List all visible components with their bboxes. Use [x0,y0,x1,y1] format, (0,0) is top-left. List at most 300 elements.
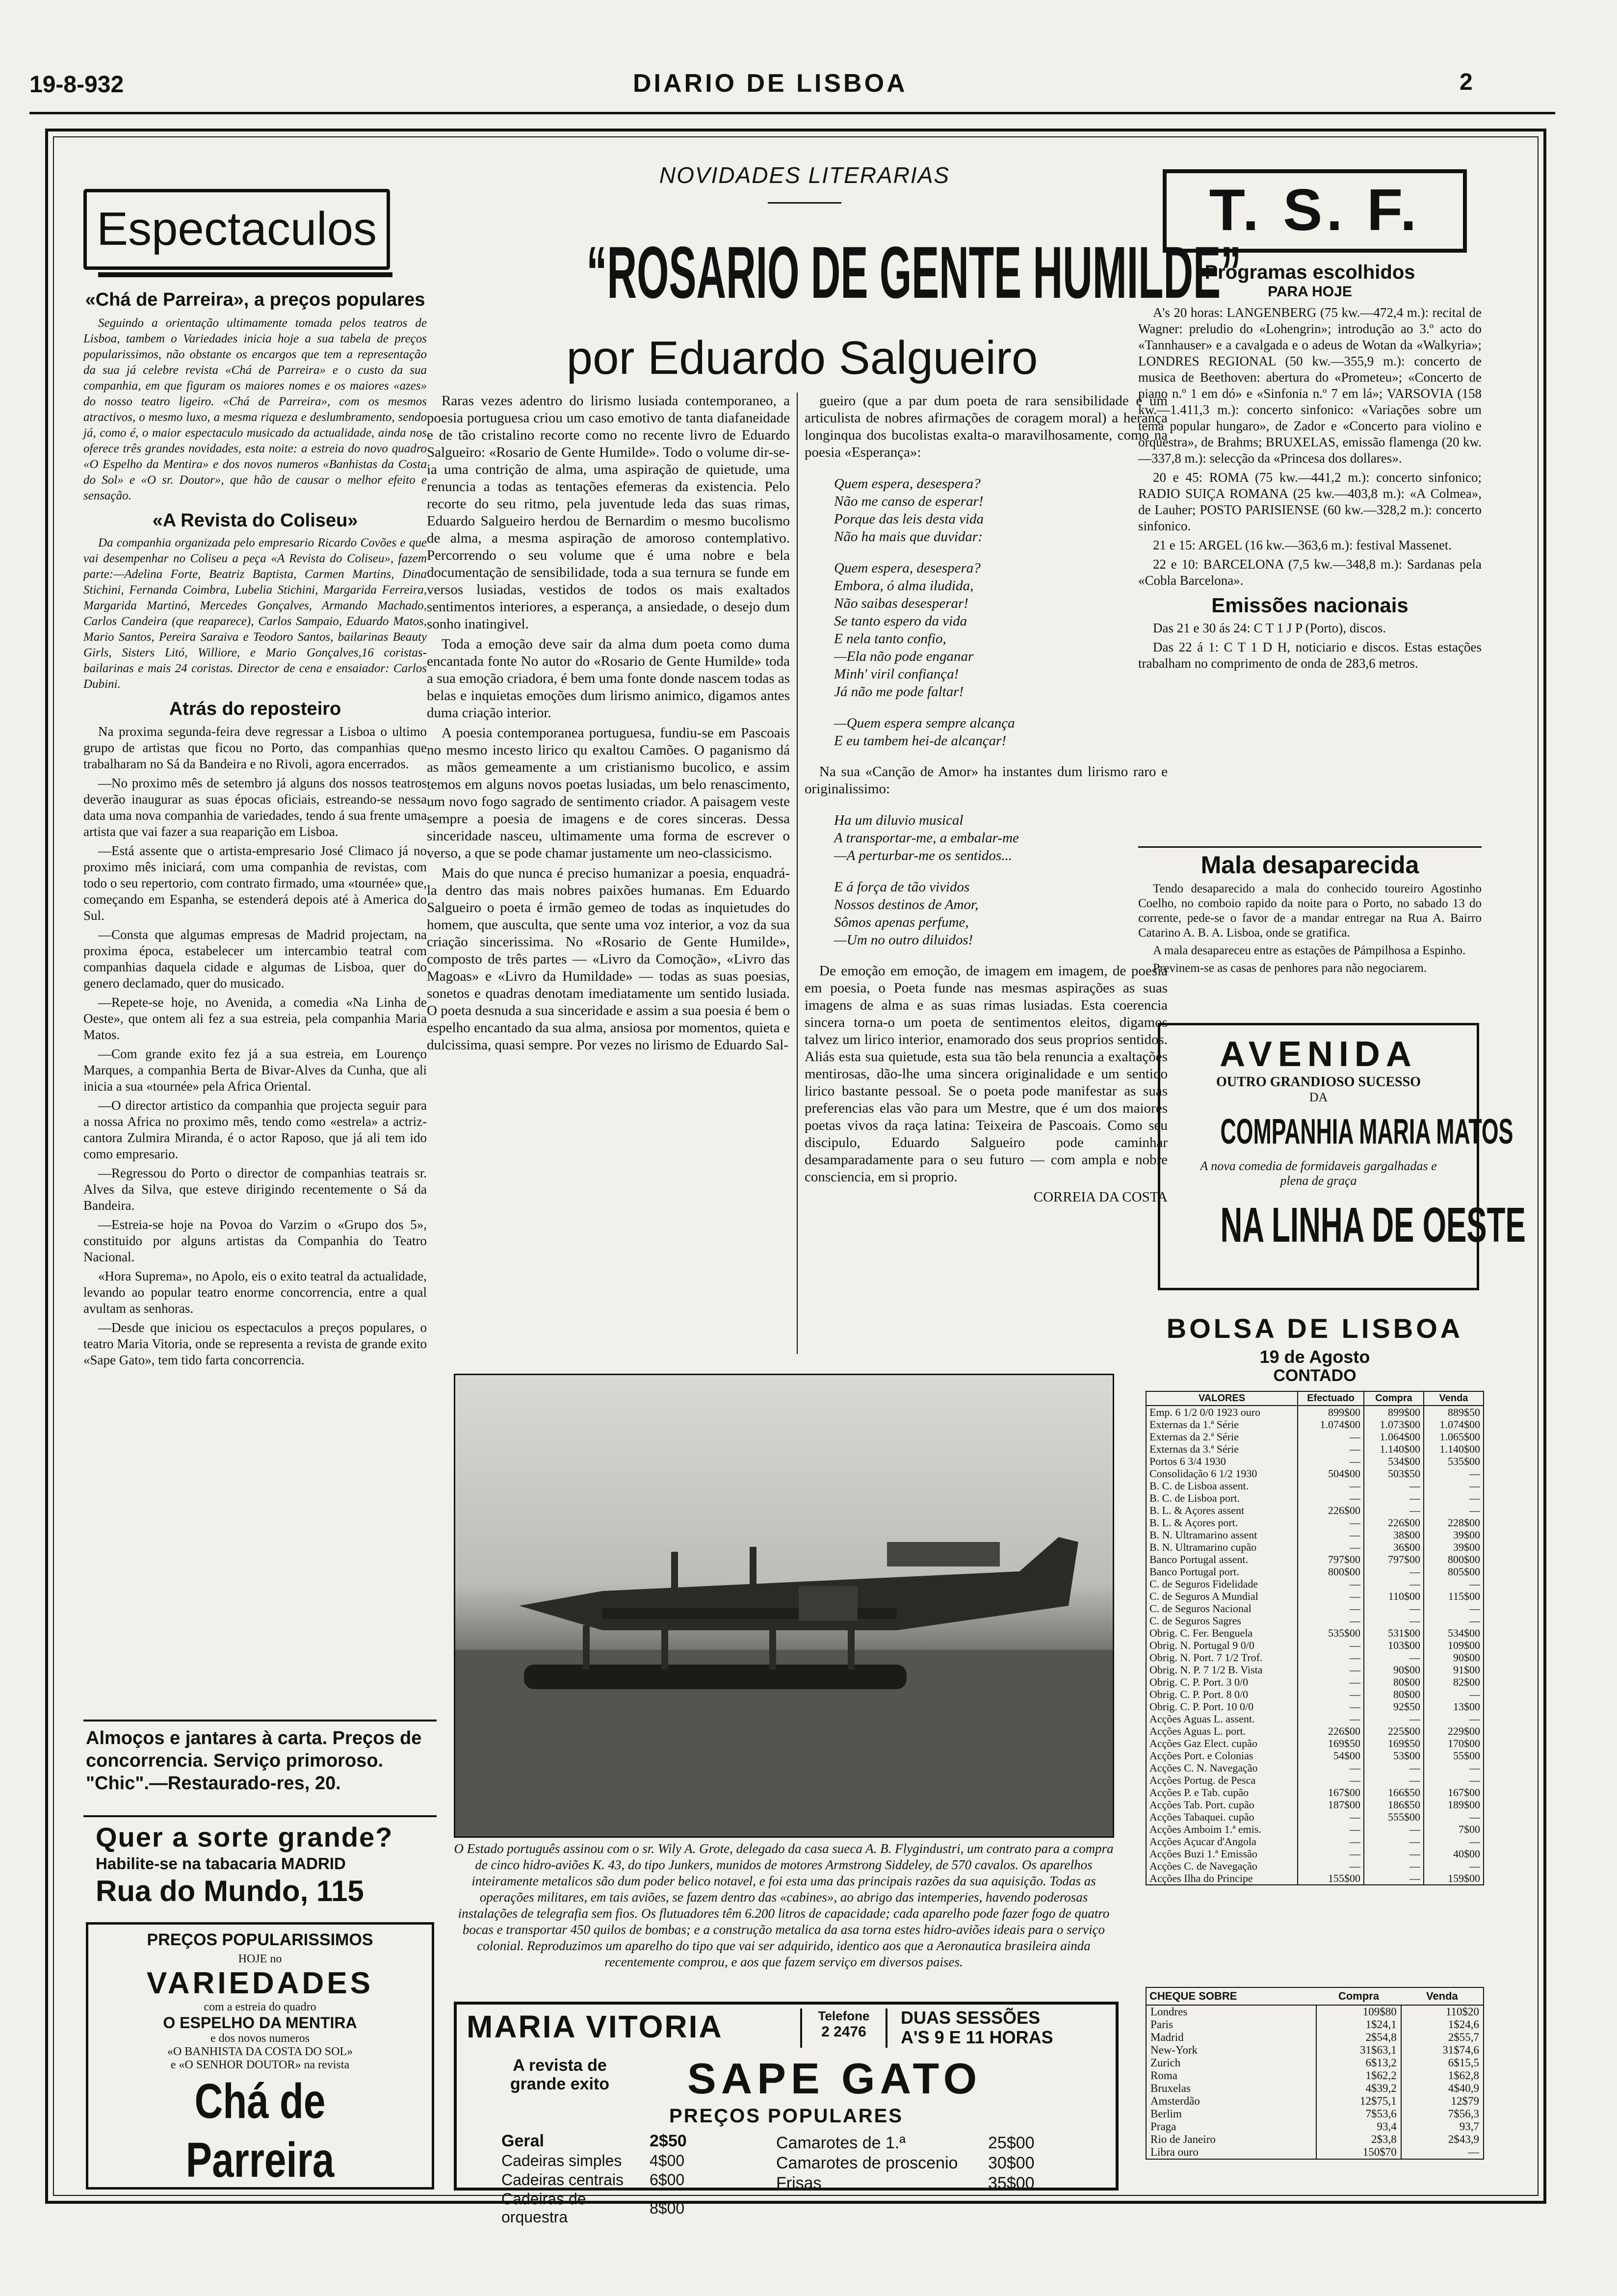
bolsa-cell: 159$00 [1424,1872,1484,1885]
bolsa-cell: 534$00 [1424,1627,1484,1639]
espectaculos-para-3i: —Estreia-se hoje na Povoa do Varzim o «Grupo dos 5», constituido por alguns artistas da Companhia do Teatro Nacional. [83,1217,427,1264]
cheque-cell: Rio de Janeiro [1150,2133,1216,2145]
bolsa-cell: 92$50 [1364,1700,1424,1713]
bolsa-cell: 800$00 [1298,1565,1364,1578]
bolsa-cell: Acções Açucar d'Angola [1149,1835,1256,1848]
cheque-cell: 7$56,3 [1401,2108,1484,2120]
bolsa-cell: Obrig. N. Port. 7 1/2 Trof. [1149,1651,1263,1664]
bolsa-cell: Externas da 3.ª Série [1149,1443,1239,1455]
bolsa-row [1146,1835,1484,1848]
bolsa-cell: Obrig. C. Fer. Benguela [1149,1627,1253,1639]
price-row [501,2190,687,2227]
bolsa-row [1146,1455,1484,1467]
bolsa-cell: — [1364,1835,1424,1848]
poem-line: Não me canso de esperar! [834,494,984,509]
bolsa-cell: 109$00 [1424,1639,1484,1651]
cheque-row [1146,2057,1484,2069]
price-value: 25$00 [988,2134,1035,2152]
bolsa-header: Efectuado [1298,1391,1364,1406]
bolsa-cell: Obrig. C. P. Port. 8 0/0 [1149,1688,1249,1700]
bolsa-cell: B. C. de Lisboa assent. [1149,1480,1249,1492]
bolsa-cell: 535$00 [1298,1627,1364,1639]
bolsa-cell: 91$00 [1424,1664,1484,1676]
cheque-cell: 93,7 [1401,2120,1484,2133]
poem-line: Embora, ó alma iludida, [834,578,974,594]
bolsa-row [1146,1443,1484,1455]
espectaculos-headline-1: «Chá de Parreira», a preços populares [85,289,425,310]
bolsa-cell: B. L. & Açores port. [1149,1516,1238,1529]
bolsa-cell: Acções Aguas L. port. [1149,1725,1246,1737]
bolsa-row [1146,1725,1484,1737]
masthead-rule [29,112,1555,114]
poem-block-2 [834,559,1168,701]
bolsa-cell: Acções Buzi 1.ª Emissão [1149,1848,1257,1860]
bolsa-cell: Banco Portugal assent. [1149,1553,1249,1565]
espectaculos-para-3a: Na proxima segunda-feira deve regressar a Lisboa o ultimo grupo de artistas que ficou no Porto, das companhias que trabalharam no Sá da Bandeira e no Rivoli, agora encerrados. [83,724,427,771]
seaplane-photo [454,1374,1114,1838]
cheque-row [1146,2069,1484,2082]
novidades-title: “ROSARIO DE GENTE HUMILDE” [586,231,1242,313]
bolsa-cell: Acções Gaz Elect. cupão [1149,1737,1257,1749]
cheque-cell: 4$40,9 [1401,2082,1484,2095]
bolsa-cell: — [1298,1688,1364,1700]
bolsa-cell: Obrig. C. P. Port. 10 0/0 [1149,1700,1254,1713]
bolsa-row [1146,1786,1484,1799]
bolsa-cell: 13$00 [1424,1700,1484,1713]
bolsa-cell: — [1424,1835,1484,1848]
bolsa-row [1146,1529,1484,1541]
tsf-subheading: Programas escolhidos [1204,261,1415,283]
bolsa-cell: — [1298,1835,1364,1848]
bolsa-cell: 534$00 [1364,1455,1424,1467]
bolsa-cell: 187$00 [1298,1799,1364,1811]
poem-line: Quem espera, desespera? [834,476,981,492]
sorte-ad-line-2: Habilite-se na tabacaria MADRID [96,1854,346,1873]
bolsa-cell: Banco Portugal port. [1149,1565,1239,1578]
bolsa-row [1146,1848,1484,1860]
bolsa-row [1146,1749,1484,1762]
bolsa-row [1146,1541,1484,1553]
poem-line: —A perturbar-me os sentidos... [834,848,1012,863]
bolsa-cell: — [1364,1823,1424,1835]
novidades-c1-para-1: Raras vezes adentro do lirismo lusiada contemporaneo, a poesia portuguesa criou um caso emotivo de tanta diafaneidade e de tão cristalino recorte como no recente livro de Eduardo Salgueiro: «Rosario de Gente Humilde». Todo o volume dir-se-ia uma contrição de alma, uma aspiração de quietude, uma renuncia a todas as tentações efemeras da existencia. Pelo recorte do seu ritmo, pela juventude leda das suas rimas, Eduardo Salgueiro herdou de Bernardim o mesmo bucolismo de alma, a mesma aspiração de amoroso contemplativo. Percorrendo o seu volume que é uma nobre e bela documentação de sensibilidade, toda a sua ternura se funde em versos lusiadas, vestidos de todos os mais exaltados sentimentos interiores, a esperança, a ansiedade, o desejo dum sonho inatingivel. [427,393,790,632]
bolsa-cell: Acções C. N. Navegação [1149,1762,1258,1774]
espectaculos-heading: Espectaculos [97,203,377,255]
bolsa-cell: Consolidação 6 1/2 1930 [1149,1467,1257,1480]
bolsa-cell: 167$00 [1424,1786,1484,1799]
novidades-kicker: NOVIDADES LITERARIAS [659,162,950,188]
bolsa-cell: 82$00 [1424,1676,1484,1688]
bolsa-cell: — [1298,1455,1364,1467]
cheque-row [1146,2082,1484,2095]
price-row [776,2173,1035,2193]
variedades-line-3: e dos novos numeros [210,2032,310,2045]
bolsa-cell: — [1298,1480,1364,1492]
cheque-cell: New-York [1150,2044,1198,2056]
bolsa-cell: 503$50 [1364,1467,1424,1480]
cheque-cell: Madrid [1150,2031,1184,2043]
variedades-line-4: «O BANHISTA DA COSTA DO SOL» [167,2045,353,2058]
cheque-cell: 6$15,5 [1401,2057,1484,2069]
bolsa-row [1146,1811,1484,1823]
bolsa-cell: 225$00 [1364,1725,1424,1737]
bolsa-cell: 80$00 [1364,1676,1424,1688]
bolsa-cell: — [1364,1480,1424,1492]
bolsa-cell: — [1364,1762,1424,1774]
cheque-row [1146,2108,1484,2120]
bolsa-cell: — [1298,1443,1364,1455]
bolsa-cell: C. de Seguros Fidelidade [1149,1578,1258,1590]
bolsa-row [1146,1688,1484,1700]
bolsa-cell: 110$00 [1364,1590,1424,1602]
price-row [776,2153,1035,2173]
bolsa-contado: CONTADO [1273,1366,1356,1385]
masthead-title: DIARIO DE LISBOA [633,69,908,98]
bolsa-cell: 186$50 [1364,1799,1424,1811]
cheque-cell: Zurich [1150,2057,1181,2069]
bolsa-cell: 39$00 [1424,1529,1484,1541]
bolsa-cell: Externas da 1.ª Série [1149,1418,1239,1431]
variedades-line-2: O ESPELHO DA MENTIRA [163,2014,357,2032]
bolsa-cell: — [1298,1774,1364,1786]
mala-rule [1138,846,1482,848]
bolsa-row [1146,1553,1484,1565]
bolsa-cell: — [1298,1431,1364,1443]
bolsa-cell: C. de Seguros Sagres [1149,1615,1241,1627]
poem-line: E á força de tão vividos [834,879,970,895]
cheque-header: Venda [1401,1987,1484,2005]
bolsa-cell: B. L. & Açores assent [1149,1504,1245,1516]
variedades-ad [86,1922,434,2190]
bolsa-cell: 228$00 [1424,1516,1484,1529]
bolsa-cell: — [1298,1651,1364,1664]
cheque-cell: Libra ouro [1150,2146,1199,2158]
cheque-cell: Londres [1150,2006,1188,2018]
cheque-cell: Berlim [1150,2108,1182,2120]
bolsa-cell: Acções Ilha do Principe [1149,1872,1253,1884]
bolsa-row [1146,1406,1484,1418]
price-value: 4$00 [650,2152,685,2169]
bolsa-cell: — [1298,1602,1364,1615]
espectaculos-para-3k: —Desde que iniciou os espectaculos a preços populares, o teatro Maria Vitoria, onde se representa a revista de grande exito «Sape Gato», tem tido farta concorrencia. [83,1320,427,1367]
sessoes-horas: A'S 9 E 11 HORAS [901,2027,1053,2047]
bolsa-cell: — [1298,1860,1364,1872]
price-label: Camarotes de 1.ª [776,2134,906,2152]
bolsa-cell: — [1364,1578,1424,1590]
novidades-c1-para-3: A poesia contemporanea portuguesa, fundiu-se em Pascoais no mesmo incesto lirico qu exaltou Camões. O paganismo dá as mãos gemeamente a um cristianismo bucolico, e assim temos em alguns novos poetas lusiadas, um belo renascimento, um novo fogo sagrado de sentimento criador. A paisagem veste sempre a poesia de imagens e de cores sinceras. Dessa sinceridade nasceu, ultimamente uma forma de escrever o verso, a que se pode chamar justamente um neo-classicismo. [427,725,790,861]
tsf-para-1: A's 20 horas: LANGENBERG (75 kw.—472,4 m.): recital de Wagner: preludio do «Lohengrin»; introdução ao 3.º acto do «Tannhauser» e a cavalgada e o adeus de Wotan da «Walkyria»; LONDRES REGIONAL (50 kw.—355,9 m.): concerto de musica de Beethoven: abertura do «Prometeu»; «Concerto de piano n.º 1 em dó» e «Sinfonia n.º 7 em lá»; VARSOVIA (158 kw.—1.411,3 m.): concerto sinfonico: «Variações sobre um tema popular hungaro», de Zador e «Concerto para violino e orquestra», de Brahms; BRUXELAS, emissão flamenga (20 kw.—337,8 m.): selecção da «Princesa dos dollares». [1138,305,1482,466]
bolsa-row [1146,1516,1484,1529]
tsf-column [1138,262,1482,675]
bolsa-cell: 38$00 [1364,1529,1424,1541]
bolsa-cell: 1.064$00 [1364,1431,1424,1443]
bolsa-row [1146,1676,1484,1688]
bolsa-cell: 54$00 [1298,1749,1364,1762]
tsf-para-4: 22 e 10: BARCELONA (7,5 kw.—348,8 m.): Sardanas pela «Cobla Barcelona». [1138,557,1482,588]
poem-line: —Quem espera sempre alcança [834,715,1015,731]
bolsa-cell: — [1298,1713,1364,1725]
bolsa-cell: 226$00 [1298,1504,1364,1516]
bolsa-cell: — [1424,1811,1484,1823]
article-signature: CORREIA DA COSTA [1033,1189,1168,1205]
price-label: Cadeiras simples [501,2152,622,2169]
avenida-line-2: DA [1309,1090,1328,1104]
poem-line: Não saibas desesperar! [834,596,968,611]
espectaculos-headline-2: «A Revista do Coliseu» [152,510,358,531]
poem-line: Já não me pode faltar! [834,684,964,700]
bolsa-cell: 39$00 [1424,1541,1484,1553]
price-value: 30$00 [988,2154,1035,2172]
sape-gato-title: SAPE GATO [687,2054,982,2103]
price-value: 35$00 [988,2174,1035,2192]
avenida-name: AVENIDA [1220,1035,1417,1074]
left-ad-rule [83,1720,437,1722]
mala-para-3: Previnem-se as casas de penhores para não negociarem. [1153,962,1427,975]
cheque-header: CHEQUE SOBRE [1146,1987,1316,2005]
cheque-cell: 2$43,9 [1401,2133,1484,2146]
bolsa-row [1146,1664,1484,1676]
novidades-c2-para-1: gueiro (que a par dum poeta de rara sensibilidade é um articulista de nobres afirmações de coragem moral) a herança longinqua dos bucolistas exalta-o maravilhosamente, como na poesia «Esperança»: [805,393,1168,460]
avenida-ad [1158,1023,1526,1290]
bolsa-cell: — [1364,1565,1424,1578]
bolsa-cell: — [1298,1615,1364,1627]
novidades-c2-para-2: Na sua «Canção de Amor» ha instantes dum lirismo raro e originalissimo: [805,764,1168,797]
cheque-cell: 1$24,6 [1401,2018,1484,2031]
bolsa-cell: Acções Port. e Colonias [1149,1749,1253,1762]
bolsa-date: 19 de Agosto [1259,1347,1370,1367]
bolsa-cell: 1.140$00 [1364,1443,1424,1455]
novidades-c1-para-4: Mais do que nunca é preciso humanizar a poesia, enquadrá-la dentro das mais nobres paixões humanas. Em Eduardo Salgueiro o poeta é irmão gemeo de todas as inquietudes do homem, que ausculta, que sente uma voz interior, a voz da sua criação sincerissima. No «Rosario de Gente Humilde», composto de três partes — «Livro da Comoção», «Livro das Magoas» e «Livro da Humildade» — todas as suas poesias, sonetos e quadras denotam imediatamente um sentido lusiada. O poeta desnuda a sua sinceridade e assim a sua poesia é bem o espelho encantado da sua alma, ansiosa por momentos, quieta e dulcissima, quasi sempre. Por vezes no lirismo de Eduardo Sal- [427,865,790,1053]
bolsa-row [1146,1578,1484,1590]
bolsa-cell: 899$00 [1364,1406,1424,1418]
espectaculos-headline-3: Atrás do reposteiro [169,699,341,719]
tsf-para-5: Das 21 e 30 ás 24: C T 1 J P (Porto), discos. [1153,621,1386,635]
bolsa-cell: 1.140$00 [1424,1443,1484,1455]
poem-line: Ha um diluvio musical [834,812,964,828]
left-ad-rule-2 [83,1815,437,1817]
cheque-cell: 110$20 [1401,2005,1484,2018]
avenida-line-3: A nova comedia de formidaveis gargalhadas e plena de graça [1200,1159,1437,1188]
price-label: Cadeiras de orquestra [501,2190,586,2226]
bolsa-cell: — [1424,1467,1484,1480]
bolsa-cell: 167$00 [1298,1786,1364,1799]
price-label: Camarotes de proscenio [776,2154,958,2172]
bolsa-cell: — [1424,1480,1484,1492]
bolsa-row [1146,1823,1484,1835]
price-label: Frisas [776,2174,822,2192]
price-value: 8$00 [650,2199,685,2217]
bolsa-cell: — [1298,1578,1364,1590]
maria-vitoria-name: MARIA VITORIA [467,2009,723,2044]
avenida-company: COMPANHIA MARIA MATOS [1220,1112,1513,1151]
bolsa-cell: — [1424,1615,1484,1627]
poem-line: —Um no outro diluidos! [834,932,973,948]
avenida-line-1: OUTRO GRANDIOSO SUCESSO [1216,1074,1421,1090]
tsf-heading: T. S. F. [1209,177,1421,243]
bolsa-cell: — [1364,1713,1424,1725]
bolsa-cell: 504$00 [1298,1467,1364,1480]
poem-line: Quem espera, desespera? [834,560,981,576]
bolsa-row [1146,1799,1484,1811]
bolsa-cell: Emp. 6 1/2 0/0 1923 ouro [1149,1406,1261,1418]
cheque-row [1146,2005,1484,2018]
bolsa-cell: Acções Tab. Port. cupão [1149,1799,1254,1811]
mala-column [1138,851,1482,979]
cheque-header-row [1146,1987,1484,2005]
poem-line: Não ha mais que duvidar: [834,529,983,545]
cheque-row [1146,2044,1484,2057]
bolsa-header: Compra [1364,1391,1424,1406]
tsf-para-6: Das 22 á 1: C T 1 D H, noticiario e discos. Estas estações trabalham no comprimento de onda de 283,6 metros. [1138,640,1482,671]
variedades-line-5: e «O SENHOR DOUTOR» na revista [170,2059,350,2071]
bolsa-cell: 169$50 [1364,1737,1424,1749]
novidades-byline: por Eduardo Salgueiro [566,332,1038,384]
bolsa-cell: 115$00 [1424,1590,1484,1602]
bolsa-cell: Obrig. C. P. Port. 3 0/0 [1149,1676,1249,1688]
cheque-cell: 93,4 [1316,2120,1401,2133]
kicker-rule [768,202,841,204]
variedades-line-1: com a estreia do quadro [204,2001,316,2013]
bolsa-cell: C. de Seguros Nacional [1149,1602,1252,1615]
espectaculos-para-3h: —Regressou do Porto o director de companhias teatrais sr. Alves da Silva, que esteve dirigindo recentemente o Sá da Bandeira. [83,1166,427,1213]
precos-populares: PREÇOS POPULARES [669,2105,903,2127]
bolsa-cell: 40$00 [1424,1848,1484,1860]
bolsa-cell: B. N. Ultramarino cupão [1149,1541,1257,1553]
cheque-cell: 150$70 [1316,2146,1401,2159]
cheque-cell: 12$79 [1401,2095,1484,2108]
bolsa-cell: Obrig. N. P. 7 1/2 B. Vista [1149,1664,1263,1676]
bolsa-cell: 169$50 [1298,1737,1364,1749]
bolsa-cell: Acções Tabaquei. cupão [1149,1811,1254,1823]
cheque-row [1146,2018,1484,2031]
poem-line: E nela tanto confio, [834,631,946,647]
espectaculos-para-3e: —Repete-se hoje, no Avenida, a comedia «Na Linha de Oeste», que ontem ali fez a sua estreia, pela companhia Maria Matos. [83,995,427,1042]
masthead-date: 19-8-932 [29,72,124,98]
variedades-title: Chá de Parreira [185,2074,335,2188]
almocos-ad: Almoços e jantares à carta. Preços de concorrencia. Serviço primoroso. "Chic".—Restaurado-res, 20. [86,1728,422,1794]
bolsa-cell: Acções P. e Tab. cupão [1149,1786,1249,1799]
espectaculos-banner [83,189,390,270]
cheque-cell: Paris [1150,2018,1173,2031]
bolsa-table [1146,1391,1484,1885]
tsf-para-2: 20 e 45: ROMA (75 kw.—441,2 m.): concerto sinfonico; RADIO SUIÇA ROMANA (25 kw.—403,8 m.): «A Colmea», de Lauher; POSTO PARISIENSE (60 kw.—328,2 m.): concerto sinfonico. [1138,470,1482,533]
poem-block-3 [834,714,1168,750]
bolsa-cell: C. de Seguros A Mundial [1149,1590,1258,1602]
cheque-row [1146,2146,1484,2159]
bolsa-cell: 1.065$00 [1424,1431,1484,1443]
bolsa-cell: 166$50 [1364,1786,1424,1799]
bolsa-cell: — [1364,1504,1424,1516]
bolsa-cell: — [1298,1639,1364,1651]
bolsa-cell: — [1424,1504,1484,1516]
bolsa-cell: — [1298,1848,1364,1860]
avenida-play: NA LINHA DE OESTE [1220,1198,1526,1252]
bolsa-header-row [1146,1391,1484,1406]
cheque-row [1146,2031,1484,2044]
bolsa-cell: — [1298,1529,1364,1541]
bolsa-cell: — [1298,1590,1364,1602]
bolsa-cell: — [1298,1700,1364,1713]
cheque-cell: Roma [1150,2069,1177,2082]
cheque-header: Compra [1316,1987,1401,2005]
espectaculos-banner-shadow [98,272,392,277]
bolsa-cell: — [1298,1541,1364,1553]
cheque-cell: 4$39,2 [1316,2082,1401,2095]
bolsa-row [1146,1872,1484,1885]
photo-caption: O Estado português assinou com o sr. Wily A. Grote, delegado da casa sueca A. B. Flygindustri, um contrato para a compra de cinco hidro-aviões K. 43, do tipo Junkers, munidos de motores Armstrong Siddeley, de 570 cavalos. Os aparelhos inteiramente metalicos são dum poder belico notavel, e foi esta uma das principais razões da sua aquisição. Todas as operações militares, em tais aviões, se fazem dentro das «cabines», ao abrigo das intemperies, havendo poderosas instalações de telegrafia sem fios. Os flutuadores têm 6.200 litros de capacidade; cada aparelho pode fazer fogo de quatro bocas e transportar 450 quilos de bombas; e a construção metalica da asa torna estes hidro-aviões ideais para o serviço colonial. Reproduzimos um aparelho do tipo que vai ser adquirido, identico aos que a Aeronautica brasileira ainda recentemente comprou, e aos que fazem serviço em diversos paises. [454,1841,1114,1969]
novidades-column-1 [427,392,790,1057]
bolsa-cell: — [1364,1848,1424,1860]
bolsa-cell: — [1364,1774,1424,1786]
bolsa-cell: 555$00 [1364,1811,1424,1823]
bolsa-cell: 226$00 [1364,1516,1424,1529]
bolsa-row [1146,1602,1484,1615]
poem-line: E eu tambem hei-de alcançar! [834,733,1007,749]
bolsa-cell: — [1364,1872,1424,1885]
cheque-cell: — [1401,2146,1484,2159]
novidades-column-divider [797,392,798,1354]
price-row [501,2170,687,2190]
bolsa-cell: — [1364,1602,1424,1615]
bolsa-cell: 535$00 [1424,1455,1484,1467]
bolsa-cell: Externas da 2.ª Série [1149,1431,1239,1443]
revista-label: A revista de grande exito [510,2056,610,2093]
bolsa-row [1146,1639,1484,1651]
bolsa-cell: — [1298,1516,1364,1529]
cheque-cell: 2$3,8 [1316,2133,1401,2146]
bolsa-cell: Acções Aguas L. assent. [1149,1713,1255,1725]
variedades-name: VARIEDADES [147,1966,373,2000]
cheque-row [1146,2133,1484,2146]
seaplane-illustration [455,1375,1113,1836]
cheque-cell: Praga [1150,2120,1176,2133]
cheque-row [1146,2120,1484,2133]
espectaculos-para-3f: —Com grande exito fez já a sua estreia, em Lourenço Marques, a companhia Berta de Bivar-Alves da Cunha, que ali inicia a sua «tournée» pela Africa Oriental. [83,1046,427,1094]
bolsa-cell: 55$00 [1424,1749,1484,1762]
bolsa-cell: — [1424,1774,1484,1786]
bolsa-cell: 1.074$00 [1298,1418,1364,1431]
bolsa-cell: 170$00 [1424,1737,1484,1749]
sessoes: DUAS SESSÕES [901,2008,1041,2028]
bolsa-cell: 797$00 [1364,1553,1424,1565]
bolsa-row [1146,1467,1484,1480]
price-label: Cadeiras centrais [501,2171,624,2189]
espectaculos-para-1: Seguindo a orientação ultimamente tomada pelos teatros de Lisboa, tambem o Variedades inicia hoje a sua tabela de preços popularissimos, não obstante os encargos que tem a representação da sua já celebre revista «Chá de Parreira» e o custo da sua companhia, em que figuram os maiores nomes e os maiores «azes» do nosso teatro ligeiro. «Chá de Parreira», com os mesmos atractivos, o mesmo luxo, a mesma riqueza e deslumbramento, sendo já, como é, o maior espectaculo musicado da actualidade, ainda nos oferece três grandes novidades, esta noite: a estreia do novo quadro «O Espelho da Mentira» e dos novos numeros «Banhistas da Costa do Sol» e «O sr. Doutor», que hão de causar o melhor efeito e sensação. [83,316,427,502]
mala-para-1: Tendo desaparecido a mala do conhecido toureiro Agostinho Coelho, no comboio rapido da noite para o Porto, no sabado 13 do corrente, pede-se o favor de a mandar entregar na Rua A. Bairro Catarino A. B. A. Lisboa, onde se gratifica. [1138,882,1482,939]
bolsa-header: VALORES [1146,1391,1298,1406]
cheque-cell: 2$55,7 [1401,2031,1484,2044]
bolsa-row [1146,1700,1484,1713]
bolsa-cell: Obrig. N. Portugal 9 0/0 [1149,1639,1254,1651]
novidades-column-2 [805,392,1168,1206]
espectaculos-para-3c: —Está assente que o artista-empresario José Climaco já no proximo mês iniciará, com uma companhia de revistas, com todo o seu repertorio, com contrato firmado, uma «tournée» que, começando em Espanha, se estenderá depois até à America do Sul. [83,843,427,923]
espectaculos-para-2: Da companhia organizada pelo empresario Ricardo Covões e que vai desempenhar no Coliseu a peça «A Revista do Coliseu», fazem parte:—Adelina Forte, Beatriz Baptista, Carmen Martins, Dina Stichini, Fernanda Coimbra, Lubelia Stichini, Margarida Ferreira, Margarida Martinó, Mercedes Gonçalves, Armando Machado, Carlos Candeira (que reaparece), Carlos Sampaio, Eduardo Matos, Mario Santos, Pereira Saraiva e Teodoro Santos, bailarinas Beauty Girls, Sisters Litó, Williore, e Mario Gonçalves,16 coristas-bailarinas e mais 24 coristas. Director de cena e ensaiador: Carlos Dubini. [83,536,427,691]
cheque-cell: 2$54,8 [1316,2031,1401,2044]
price-row [501,2131,687,2151]
bolsa-cell: 899$00 [1298,1406,1364,1418]
espectaculos-para-3d: —Consta que algumas empresas de Madrid projectam, na proxima época, estabelecer um intercambio teatral com companhias daquela cidade e algumas de Lisboa, quer do genero declamado, quer do musicado. [83,927,427,991]
bolsa-row [1146,1504,1484,1516]
bolsa-cell: 7$00 [1424,1823,1484,1835]
telephone-label: Telefone [818,2009,870,2023]
price-value: 2$50 [650,2132,687,2150]
cheque-table [1146,1987,1484,2160]
maria-vitoria-prices-right [776,2133,1035,2193]
espectaculos-para-3g: —O director artistico da companhia que projecta seguir para a nossa Africa no proximo mês, tendo como «estrela» a actriz-cantora Zulmira Miranda, é o actor Raposo, que já ali tem ido como empresario. [83,1098,427,1161]
bolsa-cell: — [1424,1602,1484,1615]
bolsa-cell: — [1364,1492,1424,1504]
poem-line: Nossos destinos de Amor, [834,897,979,913]
